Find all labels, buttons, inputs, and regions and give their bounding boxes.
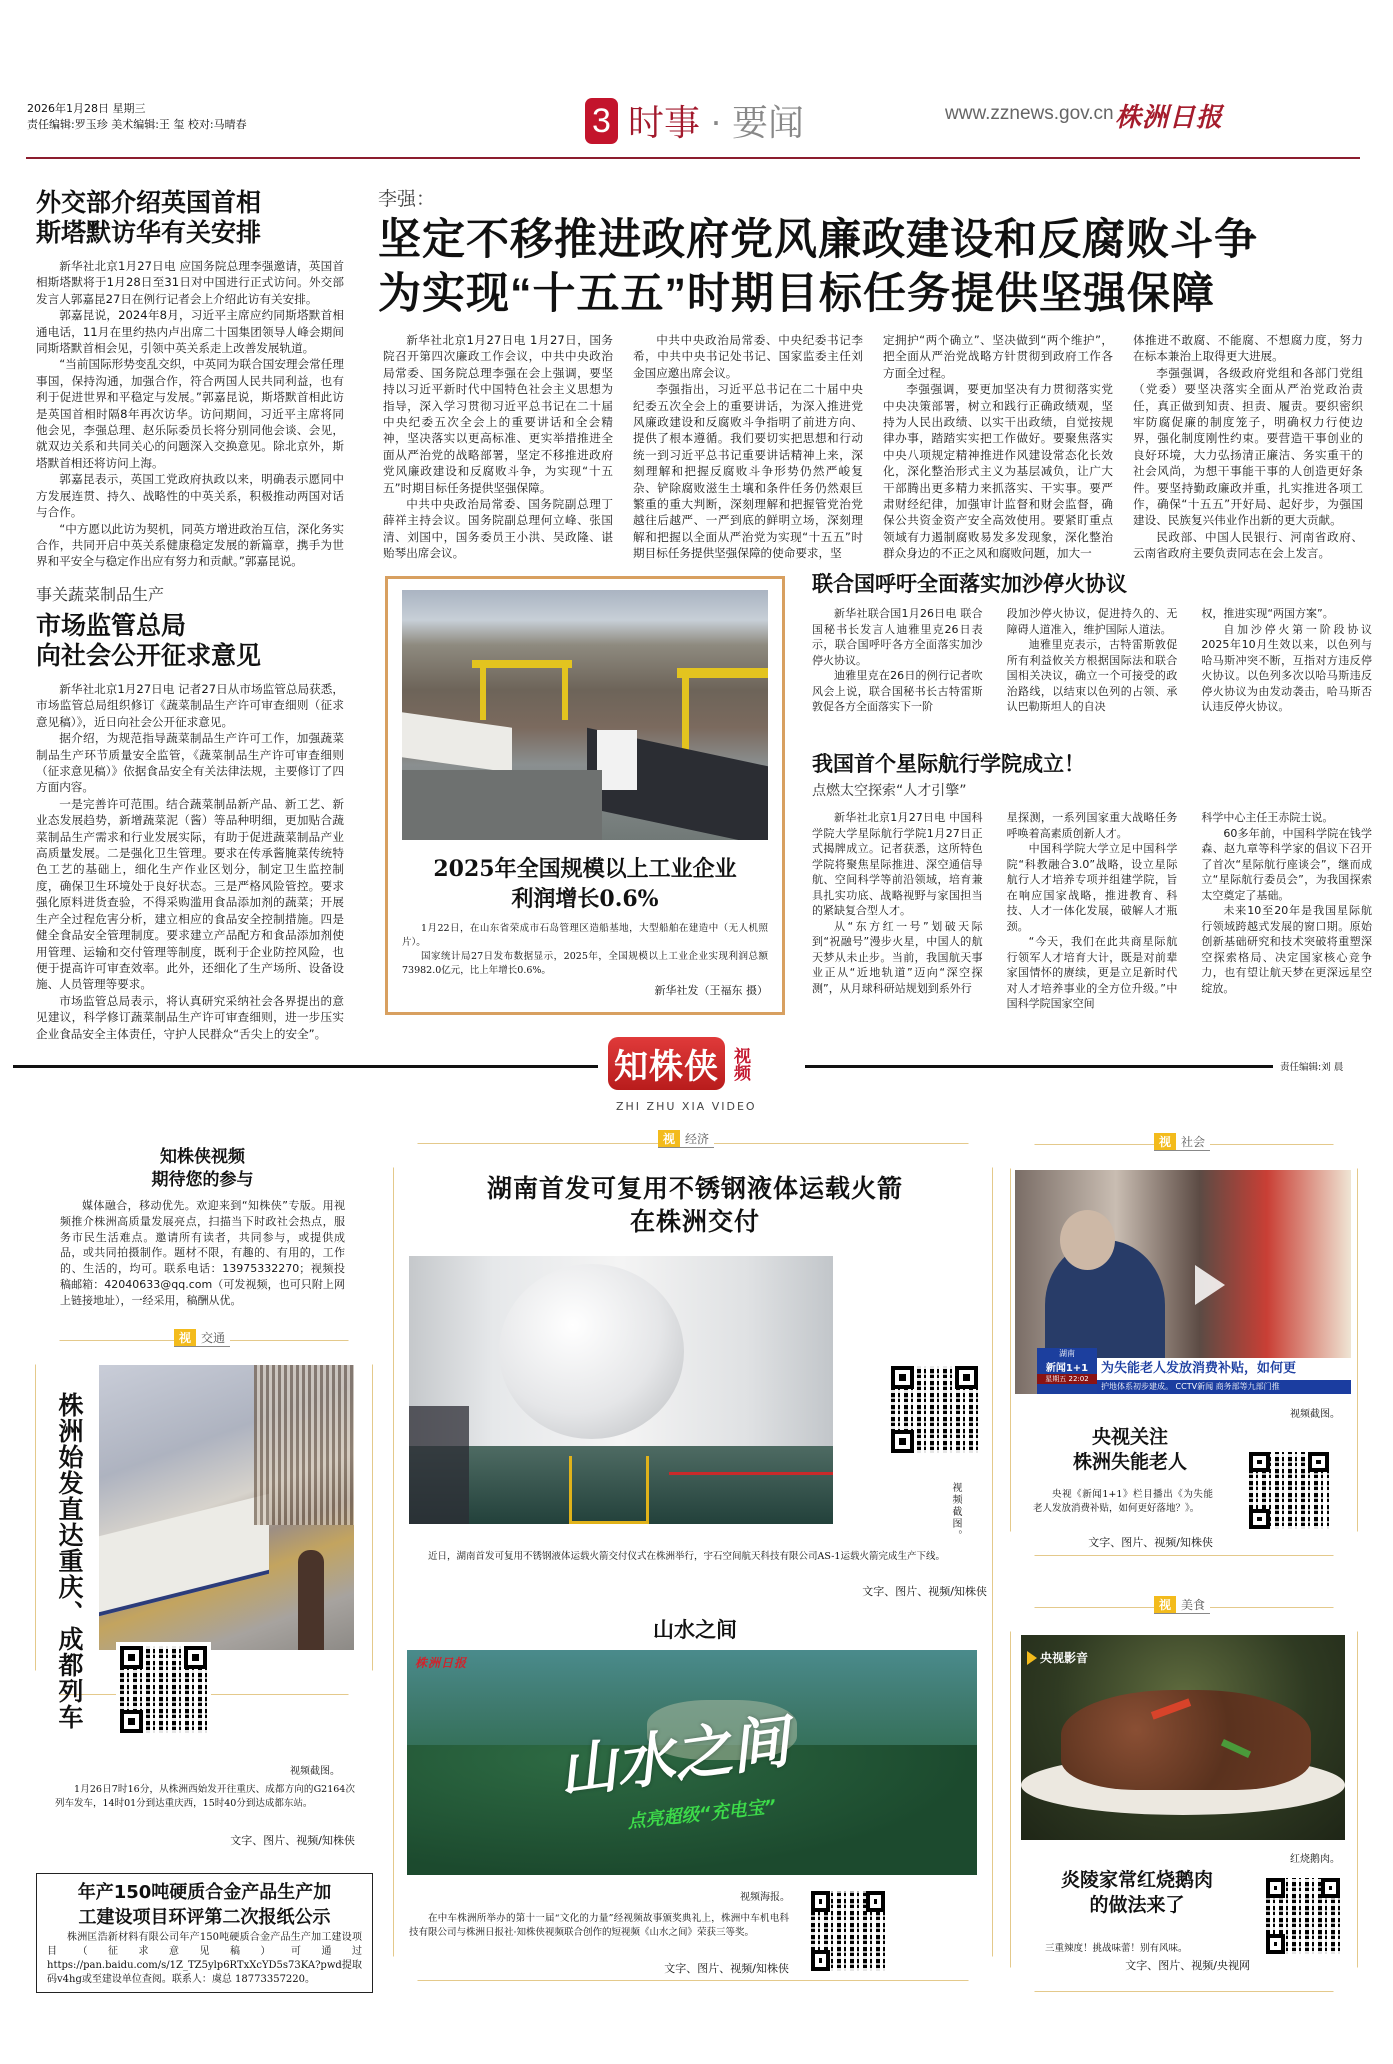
masthead-meta	[27, 101, 247, 133]
brand-name: 知株侠	[608, 1037, 725, 1090]
tv-time: 星期五 22:02	[1037, 1374, 1097, 1384]
poster-title: 山水之间	[554, 1707, 794, 1807]
lead-column: 中共中央政治局常委、中央纪委书记李希，中共中央书记处书记、国家监委主任刘金国应邀出席会议。 李强指出，习近平总书记在二十届中央纪委五次全会上的重要讲话，为深入推进党风廉政建设和反腐败斗争指明了前进方向、提供了根本遵循。我们要切实把思想和行动统一到习近平总书记重要讲话精神上来，深刻理解和把握反腐败斗争形势仍然严峻复杂、铲除腐败滋生土壤和条件任务仍然艰巨繁重的重大判断，深刻理解和把握管党治党越往后越严、一严到底的鲜明立场，深刻理解和把握以全面从严治党为实现“十五五”时期目标任务提供坚强保障的使命要求，坚	[633, 333, 863, 561]
banner-rule-left	[13, 1065, 598, 1068]
lead-column: 体推进不敢腐、不能腐、不想腐力度，努力在标本兼治上取得更大进展。 李强强调，各级政府党组和各部门党组（党委）要坚决落实全面从严治党政治责任，真正做到知责、担责、履责。要织密织牢防腐促廉的制度笼子，明确权力行使边界，强化制度刚性约束。要营造干事创业的良好环境，大力弘扬清正廉洁、务实重干的社会风尚，为想干事能干事的人创造更好条件。要坚持勤政廉政并重，扎实推进各项工作，确保“十五五”开好局、起好步，为强国建设、民族复兴伟业作出新的更大贡献。 民政部、中国人民银行、河南省政府、云南省政府主要负责同志在会上发言。	[1133, 333, 1363, 561]
site-url[interactable]: www.zznews.gov.cn	[945, 103, 1114, 124]
photo-caption: 视频截图。	[950, 1482, 961, 1542]
economy-body: 近日，湖南首发可复用不锈钢液体运载火箭交付仪式在株洲举行，宇石空间航天科技有限公司AS-1运载火箭完成生产下线。	[428, 1551, 945, 1562]
economy-credit: 文字、图片、视频/知株侠	[862, 1585, 987, 1598]
article-subtitle: 点燃太空探索“人才引擎”	[812, 783, 967, 799]
banner-rule-right	[805, 1065, 1273, 1068]
train-platform-photo[interactable]	[99, 1365, 354, 1650]
header-divider	[26, 157, 1360, 159]
article-headline: 市场监管总局 向社会公开征求意见	[36, 611, 262, 670]
article-body: 新华社北京1月27日电 记者27日从市场监管总局获悉，市场监管总局组织修订《蔬菜制品生产许可审查细则（征求意见稿）》，近日向社会公开征求意见。 据介绍，为规范指导蔬菜制品生产许可工作，加强蔬菜制品生产环节质量安全监管，《蔬菜制品生产许可审查细则（征求意见稿）》依据食品安全有关法律法规，主要修订了四方面内容。 一是完善许可范围。结合蔬菜制品新产品、新工艺、新业态发展趋势，新增蔬菜泥（酱）等品种明细，更加贴合蔬菜制品生产需求和行业发展实际，有助于促进蔬菜制品产业高质量发展。二是强化卫生管理。要求在传承酱腌菜传统特色工艺的基础上，细化生产作业区划分，制定卫生监控制度，确保卫生环境处于良好状态。三是严格风险管控。要求强化原料进货查验，不得采购滥用食品添加剂的蔬菜；开展生产全过程危害分析，建立相应的食品安全控制措施。四是健全食品安全管理制度。要求建立产品配方和食品添加剂使用管理、运输和交付管理等制度，既利于企业防控风险，也便于提高许可审查效率。此外，还细化了生产场所、设备设施、人员管理等要求。 市场监管总局表示，将认真研究采纳社会各界提出的意见建议，科学修订蔬菜制品生产许可审查细则，进一步压实企业食品安全主体责任，守护人民群众“舌尖上的安全”。	[36, 682, 344, 1041]
qr-code-society[interactable]	[1245, 1448, 1333, 1533]
video-app-logo: 央视影音	[1040, 1651, 1089, 1665]
section-name-b: 要闻	[732, 102, 805, 143]
article-kicker: 事关蔬菜制品生产	[36, 585, 165, 604]
video-section-logo	[608, 1037, 753, 1090]
traffic-headline: 株洲始发直达重庆、成都列车	[55, 1392, 84, 1730]
notice-title: 年产150吨硬质合金产品生产加 工建设项目环评第二次报纸公示	[77, 1882, 332, 1928]
article-headline: 我国首个星际航行学院成立！	[812, 751, 1085, 776]
issue-date: 2026年1月28日 星期三	[27, 102, 146, 115]
category-tag-food[interactable]: 视 美食	[1154, 1596, 1210, 1614]
economy-headline: 湖南首发可复用不锈钢液体运载火箭 在株洲交付	[486, 1174, 903, 1236]
section-separator: ·	[710, 99, 723, 141]
traffic-credit: 文字、图片、视频/知株侠	[230, 1834, 355, 1847]
photo-credit: 新华社发（王福东 摄）	[654, 984, 768, 997]
page-section-heading	[585, 95, 804, 146]
article-headline: 坚定不移推进政府党风廉政建设和反腐败斗争 为实现“十五五”时期目标任务提供坚强保障	[378, 216, 1258, 318]
category-tag-traffic[interactable]: 视 交通	[174, 1329, 230, 1347]
qr-code-traffic[interactable]	[116, 1642, 211, 1737]
article-un-gaza	[812, 570, 1372, 715]
promo-title: 知株侠视频 期待您的参与	[151, 1147, 254, 1190]
section-name-a: 时事	[628, 102, 701, 143]
play-icon[interactable]	[1195, 1265, 1225, 1305]
lead-column: 定拥护“两个确立”、坚决做到“两个维护”，把全面从严治党战略方针贯彻到政府工作各方面全过程。 李强强调，要更加坚决有力贯彻落实党中央决策部署，树立和践行正确政绩观，坚持为人民出政绩、以实干出政绩，自觉按规律办事，踏踏实实把工作做好。要聚焦落实中央八项规定精神推进作风建设常态化长效化，深化整治形式主义为基层减负，让广大干部腾出更多精力来抓落实、干实事。要严肃财经纪律，加强审计监督和财会监督，确保公共资金资产安全高效使用。要紧盯重点领域有力遏制腐败易发多发现象，深化整治群众身边的不正之风和腐败问题，加大一	[883, 333, 1113, 561]
article-body: 新华社北京1月27日电 应国务院总理李强邀请，英国首相斯塔默将于1月28日至31日对中国进行正式访问。外交部发言人郭嘉昆27日在例行记者会上介绍此访有关安排。 郭嘉昆说，2024年8月，习近平主席应约同斯塔默首相通电话，11月在里约热内卢出席二十国集团领导人峰会期间同斯塔默首相会见，引领中英关系走上改善发展轨道。 “当前国际形势变乱交织，中英同为联合国安理会常任理事国，保持沟通，加强合作，符合两国人民共同利益，也有利于促进世界和平稳定与发展。”郭嘉昆说，斯塔默首相此访是英国首相时隔8年再次访华。访问期间，习近平主席将同他会见，李强总理、赵乐际委员长将分别同他会谈、会见，就双边关系和共同关心的问题深入交换意见。除北京外，斯塔默首相还将访问上海。 郭嘉昆表示，英国工党政府执政以来，明确表示愿同中方发展连贯、持久、战略性的中英关系，积极推动两国对话与合作。 “中方愿以此访为契机，同英方增进政治互信，深化务实合作，共同开启中英关系健康稳定发展的新篇章，携手为世界和平安全与稳定作出应有努力和贡献。”郭嘉昆说。	[36, 259, 344, 569]
article-body: 新华社北京1月27日电 中国科学院大学星际航行学院1月27日正式揭牌成立。记者获悉，这所特色学院将聚焦星际推进、深空通信导航、空间科学等前沿领域，培育兼具扎实功底、战略视野与家国担当的紧缺复合型人才。 从“东方红一号”划破天际到“祝融号”漫步火星，中国人的航天梦从未止步。当前，我国航天事业正从“近地轨道”迈向“深空探测”，从月球科研站规划到系外行 星探测，一系列国家重大战略任务呼唤着高素质创新人才。 中国科学院大学立足中国科学院“科教融合3.0”战略，设立星际航行人才培养专项并组建学院，旨在响应国家战略，推进教育、科技、人才一体化发展，破解人才瓶颈。 “今天，我们在此共商星际航行领军人才培育大计，既是对前辈家国情怀的赓续，更是立足新时代对人才培养事业的全方位升级。”中国科学院国家空间 科学中心主任王赤院士说。 60多年前，中国科学院在钱学森、赵九章等科学家的倡议下召开了首次“星际航行座谈会”，继而成立“星际航行委员会”，为我国探索太空奠定了基础。 未来10至20年是我国星际航行领域跨越式发展的窗口期。原始创新基础研究和技术突破将重塑深空探索格局、决定国家核心竞争力，也有望让航天梦在更深远星空绽放。	[812, 811, 1372, 1010]
society-headline: 央视关注 株洲失能老人	[1072, 1426, 1187, 1473]
tv-region: 湖南	[1059, 1349, 1075, 1358]
poster-slogan: 点亮超级“充电宝”	[626, 1796, 778, 1833]
category-tag-society[interactable]: 视 社会	[1154, 1133, 1210, 1151]
poster-caption: 视频海报。	[740, 1892, 790, 1903]
tv-ticker: 护地体系初步建成。 CCTV新闻 商务部等九部门推	[1097, 1380, 1351, 1394]
society-credit: 文字、图片、视频/知株侠	[1088, 1536, 1213, 1549]
food-body: 三重辣度！挑战味蕾！别有风味。	[1045, 1943, 1188, 1954]
food-headline: 炎陵家常红烧鹅肉 的做法来了	[1060, 1869, 1213, 1916]
landscape-poster[interactable]	[407, 1650, 977, 1875]
promo-body: 媒体融合，移动优先。欢迎来到“知株侠”专版。用视频推介株洲高质量发展亮点，扫描当下时政社会热点，服务市民生活难点。邀请所有读者，共同参与，或提供成品，或共同拍摄制作。题材不限，有趣的、有用的，工作的、生活的，均可。联系电话：13975332270；视频投稿邮箱：42040633@qq.com（可发视频，也可只附上网上链接地址），一经采用，稿酬从优。	[60, 1199, 345, 1307]
society-body: 央视《新闻1+1》栏目播出《为失能老人发放消费补贴，如何更好落地？》。	[1033, 1489, 1213, 1514]
page-number: 3	[585, 98, 618, 144]
cctv-video-still[interactable]	[1015, 1170, 1351, 1394]
video-app-logo-icon	[1027, 1651, 1037, 1665]
photo-news-headline: 2025年全国规模以上工业企业 利润增长0.6%	[433, 856, 737, 912]
article-headline: 外交部介绍英国首相 斯塔默访华有关安排	[36, 188, 262, 247]
category-tag-economy[interactable]: 视 经济	[658, 1130, 714, 1148]
photo-caption: 视频截图。	[290, 1766, 340, 1777]
economy-subheadline: 山水之间	[653, 1617, 737, 1642]
rocket-photo[interactable]	[409, 1256, 833, 1524]
page-editors: 责任编辑:罗玉珍 美术编辑:王 玺 校对:马晴春	[27, 118, 247, 131]
food-credit: 文字、图片、视频/央视网	[1125, 1959, 1250, 1972]
promo-participate	[60, 1146, 345, 1309]
photo-news-industrial-profit	[385, 576, 785, 1015]
notice-body: 株洲匡浩新材料有限公司年产150吨硬质合金产品生产加工建设项目（征求意见稿）可通过https://pan.baidu.com/s/1Z_TZ5ylp6RTxXcYD5s73KA?pwd提取码v4hg或至建设单位查阅。联系人：虞总 18773357220。	[47, 1932, 362, 1985]
article-space-academy	[812, 750, 1372, 1012]
tv-headline: 为失能老人发放消费补贴，如何更	[1097, 1358, 1351, 1380]
photo-news-caption: 1月22日，在山东省荣成市石岛管理区造船基地，大型船舶在建造中（无人机照片）。 国家统计局27日发布数据显示，2025年，全国规模以上工业企业实现利润总额73982.0亿元，比上年增长0.6%。	[402, 923, 768, 976]
qr-code-poster[interactable]	[807, 1887, 889, 1975]
article-body: 新华社联合国1月26日电 联合国秘书长发言人迪雅里克26日表示，联合国呼吁各方全面落实加沙停火协议。 迪雅里克在26日的例行记者吹风会上说，联合国秘书长古特雷斯敦促各方全面落实下一阶 段加沙停火协议，促进持久的、无障碍人道准入，维护国际人道法。 迪雅里克表示，古特雷斯敦促所有利益攸关方根据国际法和联合国相关决议，确立一个可接受的政治路线，以结束以色列的占领、承认巴勒斯坦人的自决 权，推进实现“两国方案”。 自加沙停火第一阶段协议2025年10月生效以来，以色列与哈马斯冲突不断，互指对方违反停火协议。以色列多次以哈马斯违反停火协议为由发动袭击，哈马斯否认违反停火协议。	[812, 607, 1372, 713]
economy-sub-credit: 文字、图片、视频/知株侠	[664, 1962, 789, 1975]
photo-caption: 视频截图。	[1290, 1409, 1340, 1420]
article-headline: 联合国呼吁全面落实加沙停火协议	[812, 571, 1127, 596]
lead-column: 新华社北京1月27日电 1月27日，国务院召开第四次廉政工作会议，中共中央政治局常委、国务院总理李强在会上强调，要坚持以习近平新时代中国特色社会主义思想为指导，深入学习贯彻习近平总书记在二十届中央纪委五次全会上的重要讲话和全会精神，坚决落实以更高标准、更实举措推进全面从严治党的战略部署，坚定不移推进政府党风廉政建设和反腐败斗争，为实现“十五五”时期目标任务提供坚强保障。 中共中央政治局常委、国务院副总理丁薛祥主持会议。国务院副总理何立峰、张国清、刘国中，国务委员王小洪、吴政隆、谌贻琴出席会议。	[383, 333, 613, 561]
qr-code-rocket[interactable]	[887, 1362, 982, 1457]
paper-logo: 株洲日报	[1115, 103, 1224, 133]
article-lead-anticorruption	[378, 184, 1368, 321]
photo-caption: 红烧鹅肉。	[1290, 1854, 1340, 1865]
section-editor: 责任编辑:刘 晨	[1280, 1062, 1344, 1073]
economy-sub-body: 在中车株洲所举办的第十一届“文化的力量”经视频故事颁奖典礼上，株洲中车机电科技有限公司与株洲日报社·知株侠视频联合创作的短视频《山水之间》荣获三等奖。	[409, 1913, 789, 1938]
article-uk-pm-visit	[36, 188, 344, 570]
article-lead-body	[383, 332, 1363, 562]
braised-goose-photo[interactable]	[1021, 1635, 1345, 1840]
qr-code-food[interactable]	[1262, 1874, 1344, 1958]
tv-program: 新闻1+1	[1045, 1363, 1089, 1374]
shipyard-photo[interactable]	[402, 590, 768, 840]
brand-suffix: 视频	[730, 1046, 750, 1081]
poster-paper-logo: 株洲日报	[415, 1656, 468, 1670]
brand-english: ZHI ZHU XIA VIDEO	[616, 1100, 757, 1113]
article-market-regulation	[36, 582, 344, 1042]
article-kicker: 李强：	[378, 188, 436, 210]
traffic-body: 1月26日7时16分，从株洲西始发开往重庆、成都方向的G2164次列车发车，14时01分到达重庆西，15时40分到达成都东站。	[55, 1784, 355, 1809]
public-notice	[36, 1873, 373, 1993]
